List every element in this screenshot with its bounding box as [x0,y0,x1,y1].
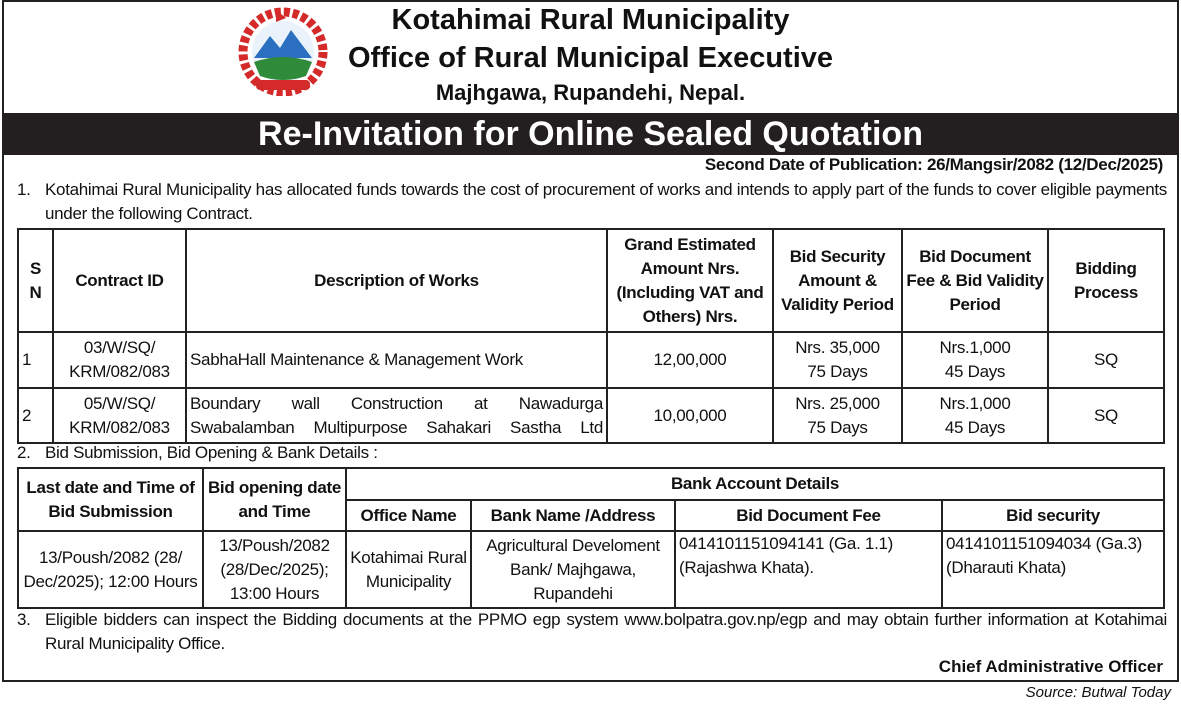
publication-date: Second Date of Publication: 26/Mangsir/2082 (12/Dec/2025) [704,155,1163,174]
col-office-name: Office Name [346,500,471,531]
paragraph-1 [17,178,1167,226]
fee-validity: 45 Days [944,362,1006,381]
office-name: Office of Rural Municipal Executive [347,42,834,74]
notice-title: Re-Invitation for Online Sealed Quotation [2,113,1179,155]
paragraph-2 [17,441,1167,465]
col-bank-details: Bank Account Details [346,468,1164,500]
security-amount: Nrs. 25,000 [795,393,880,413]
security-account-cell: 0414101151094034 (Ga.3) (Dharauti Khata) [942,531,1164,608]
col-bid-security: Bid Security Amount & Validity Period [773,229,902,332]
sn-cell: 1 [18,332,53,388]
contract-id-cell: 03/W/SQ/ KRM/082/083 [53,332,186,388]
opening-date-cell: 13/Poush/2082 (28/Dec/2025); 13:00 Hours [203,531,346,608]
paragraph-text: Kotahimai Rural Municipality has allocated funds towards the cost of procurement of works and intends to apply part of the funds to cover eligible payments under the following Contract. [45,180,1167,223]
col-opening-date: Bid opening date and Time [203,468,346,531]
municipality-name: Kotahimai Rural Municipality [391,4,790,36]
table-header-row [18,468,1164,500]
fee-validity: 45 Days [944,417,1006,437]
office-name-cell: Kotahimai Rural Municipality [346,531,471,608]
table-row [18,531,1164,608]
paragraph-text: Bid Submission, Bid Opening & Bank Details : [45,443,378,462]
fee-account-cell: 0414101151094141 (Ga. 1.1) (Rajashwa Khata). [675,531,942,608]
signature: Chief Administrative Officer [938,657,1163,676]
source-credit: Source: Butwal Today [1025,684,1171,701]
table-row [18,388,1164,443]
table-row [18,332,1164,388]
bid-details-table [17,467,1165,609]
last-date-cell: 13/Poush/2082 (28/ Dec/2025); 12:00 Hours [18,531,203,608]
security-amount: Nrs. 35,000 [795,338,880,357]
sn-cell: 2 [18,388,53,443]
security-cell [773,332,902,388]
amount-cell: 10,00,000 [607,388,773,443]
security-validity: 75 Days [807,362,868,381]
security-validity: 75 Days [807,417,868,437]
col-sn: S N [18,229,53,332]
col-description: Description of Works [186,229,607,332]
col-contract-id: Contract ID [53,229,186,332]
col-doc-fee: Bid Document Fee & Bid Validity Period [902,229,1048,332]
bank-name-cell: Agricultural Develoment Bank/ Majhgawa, Rupandehi [471,531,675,608]
fee-cell [902,388,1048,443]
col-last-date: Last date and Time of Bid Submission [18,468,203,531]
security-cell [773,388,902,443]
contracts-table [17,228,1165,444]
process-cell: SQ [1048,388,1164,443]
paragraph-3 [17,608,1167,656]
amount-cell: 12,00,000 [607,332,773,388]
description-cell: Boundary wall Construction at Nawadurga Swabalamban Multipurpose Sahakari Sastha Ltd [186,388,607,443]
table-header-row [18,229,1164,332]
col-amount: Grand Estimated Amount Nrs. (Including VAT and Others) Nrs. [607,229,773,332]
contract-id-cell: 05/W/SQ/ KRM/082/083 [53,388,186,443]
paragraph-number: 1. [17,180,31,199]
fee-amount: Nrs.1,000 [939,338,1011,357]
process-cell: SQ [1048,332,1164,388]
col-process: Bidding Process [1048,229,1164,332]
fee-cell [902,332,1048,388]
col-bid-doc-fee: Bid Document Fee [675,500,942,531]
office-address: Majhgawa, Rupandehi, Nepal. [435,80,746,105]
fee-amount: Nrs.1,000 [939,393,1011,413]
description-cell: SabhaHall Maintenance & Management Work [186,332,607,388]
col-bank-name: Bank Name /Address [471,500,675,531]
paragraph-text: Eligible bidders can inspect the Bidding documents at the PPMO egp system www.bolpatra.gov.np/egp and may obtain further information at Kotahimai Rural Municipality Office. [45,610,1167,653]
col-bid-security: Bid security [942,500,1164,531]
paragraph-number: 3. [17,610,31,629]
paragraph-number: 2. [17,443,31,462]
